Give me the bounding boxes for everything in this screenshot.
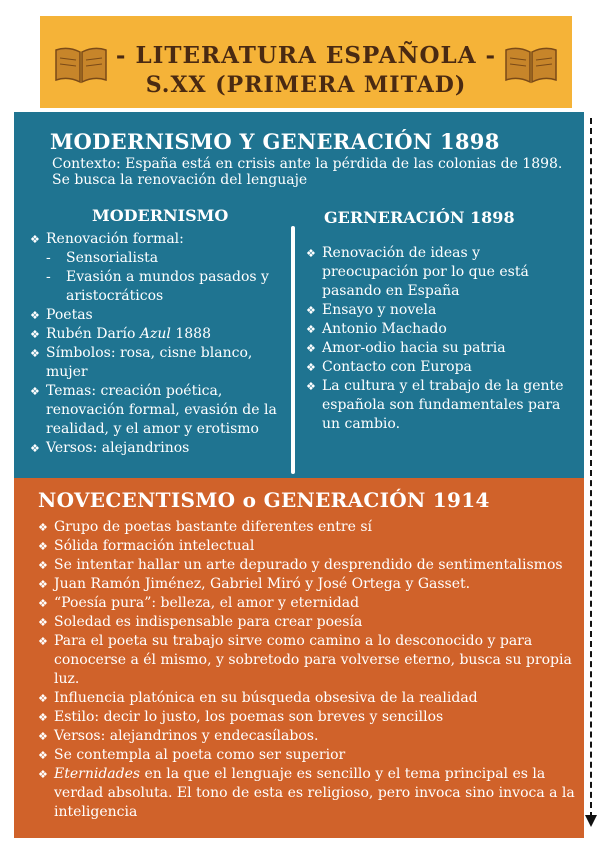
page-title: - LITERATURA ESPAÑOLA - (115, 42, 497, 69)
arrow-down-icon (585, 815, 597, 827)
list-item: ❖ Poetas (30, 307, 93, 323)
bullet-icon: ❖ (30, 347, 40, 360)
list-item: ❖ Soledad es indispensable para crear poesía (38, 614, 363, 630)
list-item: ❖ Grupo de poetas bastante diferentes entre sí (38, 519, 373, 535)
list-item: ❖ Se intentar hallar un arte depurado y desprendido de sentimentalismos (38, 557, 563, 573)
list-item: ❖ Rubén Darío Azul 1888 (30, 326, 211, 342)
list-item: ❖ Símbolos: rosa, cisne blanco, mujer (30, 345, 253, 380)
book-icon (504, 44, 558, 84)
list-item: ❖ Versos: alejandrinos (30, 440, 190, 456)
list-item: ❖ “Poesía pura”: belleza, el amor y eternidad (38, 595, 360, 611)
list-item: ❖ Amor-odio hacia su patria (306, 340, 506, 356)
list-item: ❖ Antonio Machado (306, 321, 447, 337)
page-subtitle: S.XX (PRIMERA MITAD) (145, 72, 467, 98)
context-line: Contexto: España está en crisis ante la pérdida de las colonias de 1898. (52, 156, 563, 172)
list-item: ❖ Versos: alejandrinos y endecasílabos. (38, 728, 319, 744)
modernismo-list (30, 230, 285, 458)
bullet-icon: ❖ (30, 233, 40, 246)
bullet-icon: ❖ (30, 309, 40, 322)
bullet-icon: ❖ (306, 323, 316, 336)
section-title: NOVECENTISMO o GENERACIÓN 1914 (38, 488, 490, 512)
bullet-icon: ❖ (38, 692, 48, 705)
sub-list-item: - Evasión a mundos pasados y aristocráticos (46, 269, 269, 304)
bullet-icon: ❖ (306, 247, 316, 260)
list-item: ❖ Renovación formal: - Sensorialista - Evasión a mundos pasados y aristocráticos (30, 230, 285, 306)
bullet-icon: ❖ (30, 442, 40, 455)
list-item: ❖ Influencia platónica en su búsqueda obsesiva de la realidad (38, 690, 478, 706)
list-item: ❖ Ensayo y novela (306, 302, 437, 318)
list-item: ❖ Sólida formación intelectual (38, 538, 255, 554)
bullet-icon: ❖ (306, 380, 316, 393)
list-item: ❖ La cultura y el trabajo de la gente española son fundamentales para un cambio. (306, 378, 564, 432)
bullet-icon: ❖ (38, 578, 48, 591)
modernismo-generacion-1898-section (14, 112, 584, 482)
bullet-icon: ❖ (30, 385, 40, 398)
context-text (52, 156, 572, 188)
timeline-dashed-line (590, 118, 592, 818)
novecentismo-section (14, 478, 584, 838)
bullet-icon: ❖ (306, 342, 316, 355)
bullet-icon: ❖ (38, 597, 48, 610)
list-item: ❖ Para el poeta su trabajo sirve como camino a lo desconocido y para conocerse a él mismo, y sobretodo para volverse eterno, busca su propia luz. (38, 633, 572, 687)
list-item: ❖ Se contempla al poeta como ser superior (38, 747, 346, 763)
bullet-icon: ❖ (38, 749, 48, 762)
sub-list-item: - Sensorialista (46, 250, 159, 266)
bullet-icon: ❖ (38, 711, 48, 724)
list-item: ❖ Juan Ramón Jiménez, Gabriel Miró y José Ortega y Gasset. (38, 576, 471, 592)
context-line: Se busca la renovación del lenguaje (52, 172, 308, 188)
section-title: MODERNISMO Y GENERACIÓN 1898 (50, 129, 500, 154)
column-divider (291, 226, 295, 474)
bullet-icon: ❖ (30, 328, 40, 341)
list-item: ❖ Eternidades en la que el lenguaje es sencillo y el tema principal es la verdad absoluta. El tono de esta es religioso, pero invoca sino invoca a la inteligencia (38, 766, 575, 820)
modernismo-title: MODERNISMO (92, 206, 229, 225)
list-item: ❖ Contacto con Europa (306, 359, 472, 375)
list-item: ❖ Estilo: decir lo justo, los poemas son breves y sencillos (38, 709, 444, 725)
novecentismo-list (38, 518, 578, 822)
bullet-icon: ❖ (306, 304, 316, 317)
bullet-icon: ❖ (38, 635, 48, 648)
bullet-icon: ❖ (306, 361, 316, 374)
sub-list (46, 249, 285, 306)
bullet-icon: ❖ (38, 768, 48, 781)
bullet-icon: ❖ (38, 559, 48, 572)
bullet-icon: ❖ (38, 540, 48, 553)
list-item: ❖ Renovación de ideas y preocupación por lo que está pasando en España (306, 245, 529, 299)
bullet-icon: ❖ (38, 616, 48, 629)
generacion-1898-title: GERNERACIÓN 1898 (324, 208, 515, 227)
bullet-icon: ❖ (38, 730, 48, 743)
bullet-icon: ❖ (38, 521, 48, 534)
title-banner (40, 16, 572, 108)
list-item: ❖ Temas: creación poética, renovación formal, evasión de la realidad, y el amor y erotismo (30, 383, 277, 437)
generacion-1898-list (306, 244, 576, 434)
